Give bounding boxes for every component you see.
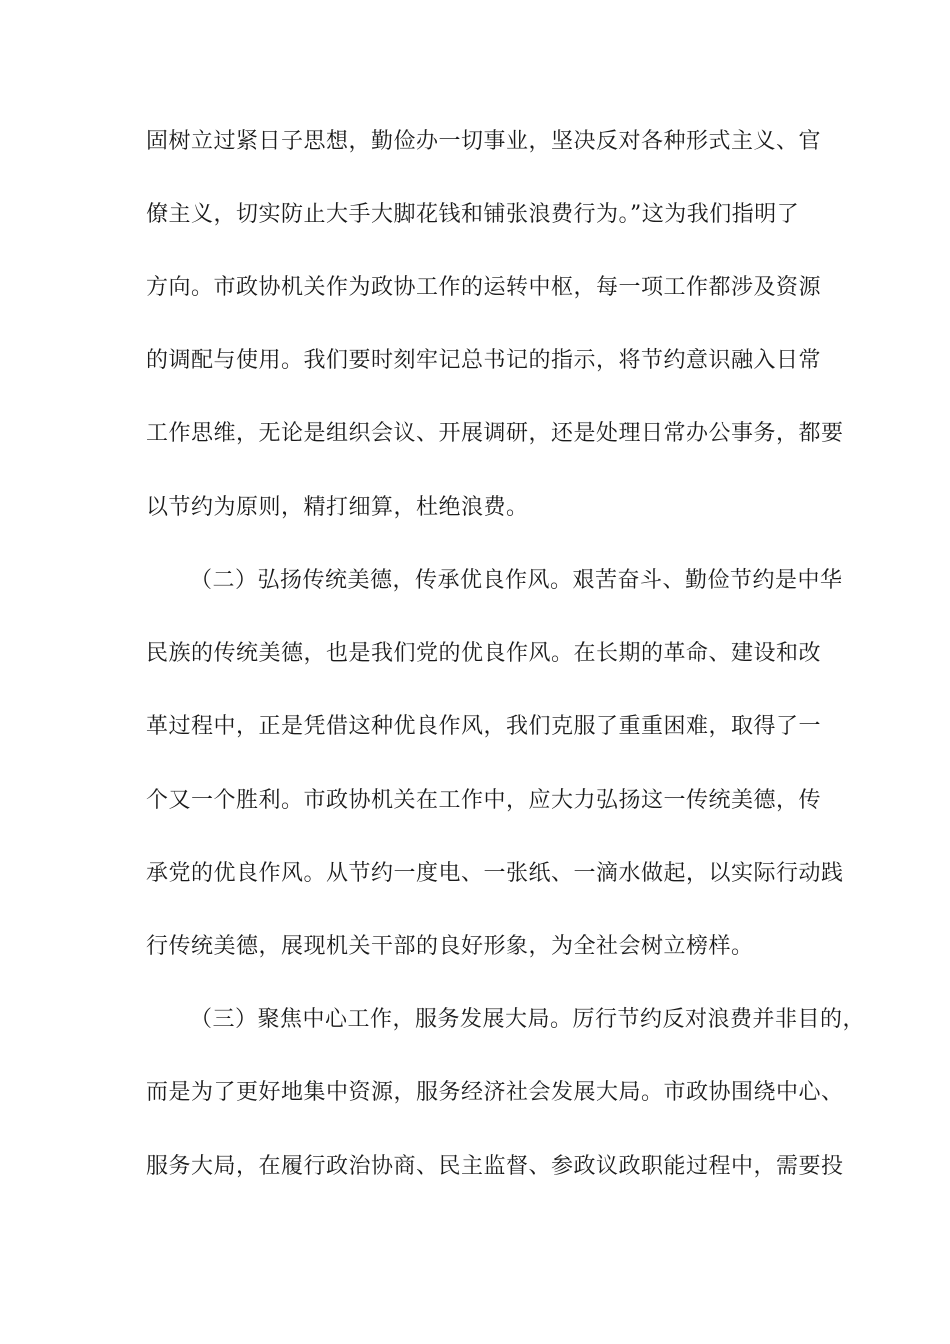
text-line: 服务大局，在履行政治协商、民主监督、参政议政职能过程中，需要投 [146, 1154, 844, 1179]
text-line: 的调配与使用。我们要时刻牢记总书记的指示，将节约意识融入日常 [146, 348, 822, 373]
text-line: 革过程中，正是凭借这种优良作风，我们克服了重重困难，取得了一 [146, 714, 822, 739]
text-line: 个又一个胜利。市政协机关在工作中，应大力弘扬这一传统美德，传 [146, 788, 822, 813]
text-line: 民族的传统美德，也是我们党的优良作风。在长期的革命、建设和改 [146, 641, 822, 666]
paragraph-heading-line: （三）聚焦中心工作，服务发展大局。厉行节约反对浪费并非目的， [190, 1007, 866, 1032]
text-line: 固树立过紧日子思想，勤俭办一切事业，坚决反对各种形式主义、官 [146, 129, 822, 154]
text-line: 僚主义，切实防止大手大脚花钱和铺张浪费行为。”这为我们指明了 [146, 202, 800, 227]
paragraph-heading-line: （二）弘扬传统美德，传承优良作风。艰苦奋斗、勤俭节约是中华 [190, 568, 843, 593]
text-line: 而是为了更好地集中资源，服务经济社会发展大局。市政协围绕中心、 [146, 1080, 844, 1105]
text-line: 工作思维，无论是组织会议、开展调研，还是处理日常办公事务，都要 [146, 421, 844, 446]
text-line: 以节约为原则，精打细算，杜绝浪费。 [146, 495, 529, 520]
text-line: 承党的优良作风。从节约一度电、一张纸、一滴水做起，以实际行动践 [146, 861, 844, 886]
text-line: 方向。市政协机关作为政协工作的运转中枢，每一项工作都涉及资源 [146, 275, 822, 300]
text-line: 行传统美德，展现机关干部的良好形象，为全社会树立榜样。 [146, 934, 754, 959]
